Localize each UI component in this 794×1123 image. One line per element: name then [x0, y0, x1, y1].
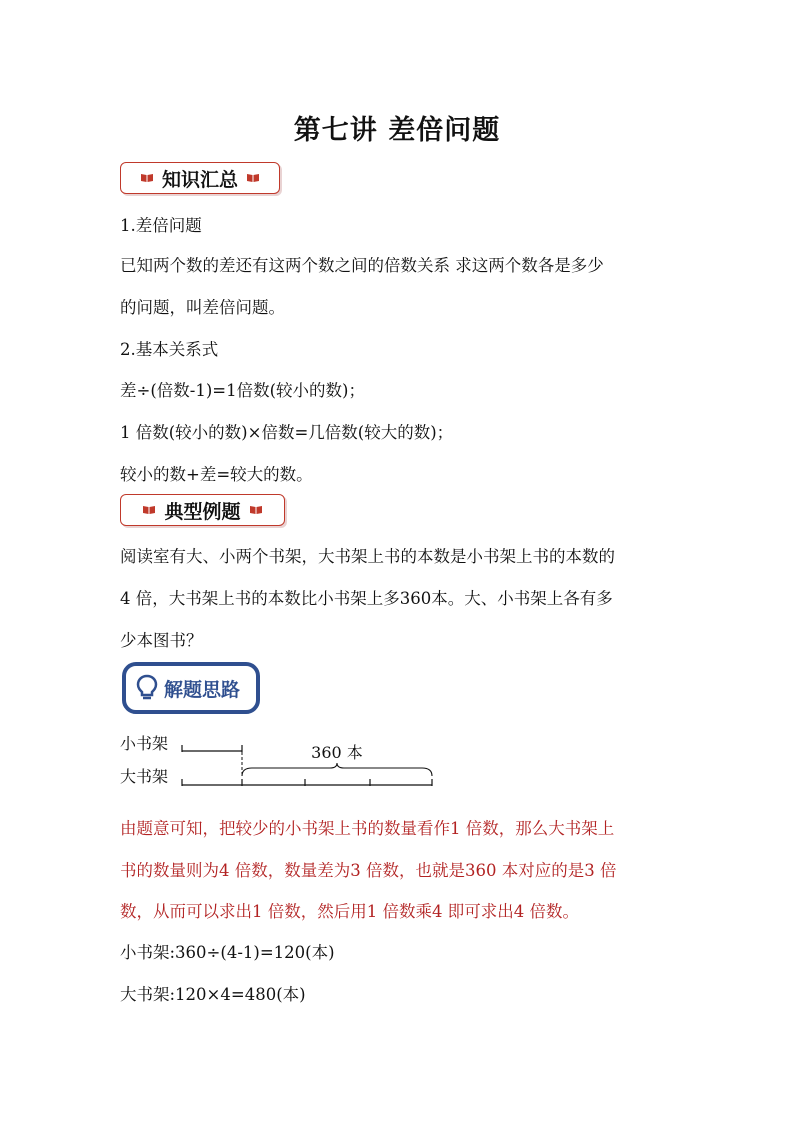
explanation-line: 数，从而可以求出1 倍数，然后用1 倍数乘4 即可求出4 倍数。 — [120, 902, 579, 921]
problem-line: 阅读室有大、小两个书架，大书架上书的本数是小书架上书的本数的 — [120, 547, 615, 566]
big-shelf-label: 大书架 — [120, 767, 169, 786]
small-shelf-label: 小书架 — [120, 734, 169, 753]
solution-line: 大书架:120×4=480(本) — [120, 985, 306, 1004]
tip-box — [122, 662, 260, 714]
problem-line: 4 倍，大书架上书的本数比小书架上多360本。大、小书架上各有多 — [120, 589, 613, 608]
solution-line: 小书架:360÷(4-1)=120(本) — [120, 943, 335, 962]
book-icon — [142, 505, 156, 515]
section-tag-examples — [120, 494, 285, 526]
knowledge-line: 的问题，叫差倍问题。 — [120, 298, 285, 317]
book-icon — [140, 173, 154, 183]
difference-brace — [242, 763, 432, 776]
lightbulb-icon — [136, 674, 158, 702]
page-title: 第七讲 差倍问题 — [293, 115, 501, 146]
explanation-line: 书的数量则为4 倍数，数量差为3 倍数，也就是360 本对应的是3 倍 — [120, 861, 617, 880]
book-icon — [246, 173, 260, 183]
knowledge-line: 已知两个数的差还有这两个数之间的倍数关系 求这两个数各是多少 — [120, 256, 604, 275]
big-shelf-segment — [182, 779, 432, 786]
problem-line: 少本图书？ — [120, 631, 203, 650]
knowledge-line: 1.差倍问题 — [120, 216, 202, 235]
section-tag-label: 知识汇总 — [161, 168, 238, 191]
small-shelf-segment — [182, 745, 242, 752]
explanation-line: 由题意可知，把较少的小书架上书的数量看作1 倍数，那么大书架上 — [120, 819, 615, 838]
knowledge-line: 较小的数+差=较大的数。 — [120, 465, 313, 484]
section-tag-label: 典型例题 — [164, 500, 241, 523]
knowledge-line: 1 倍数(较小的数)×倍数=几倍数(较大的数)； — [120, 423, 454, 442]
tip-label: 解题思路 — [164, 678, 241, 701]
difference-label: 360 本 — [311, 743, 363, 762]
book-icon — [249, 505, 263, 515]
section-tag-knowledge — [120, 162, 280, 194]
knowledge-line: 2.基本关系式 — [120, 340, 219, 359]
knowledge-line: 差÷(倍数-1)=1倍数(较小的数)； — [120, 381, 365, 400]
line-segment-diagram — [120, 730, 450, 792]
